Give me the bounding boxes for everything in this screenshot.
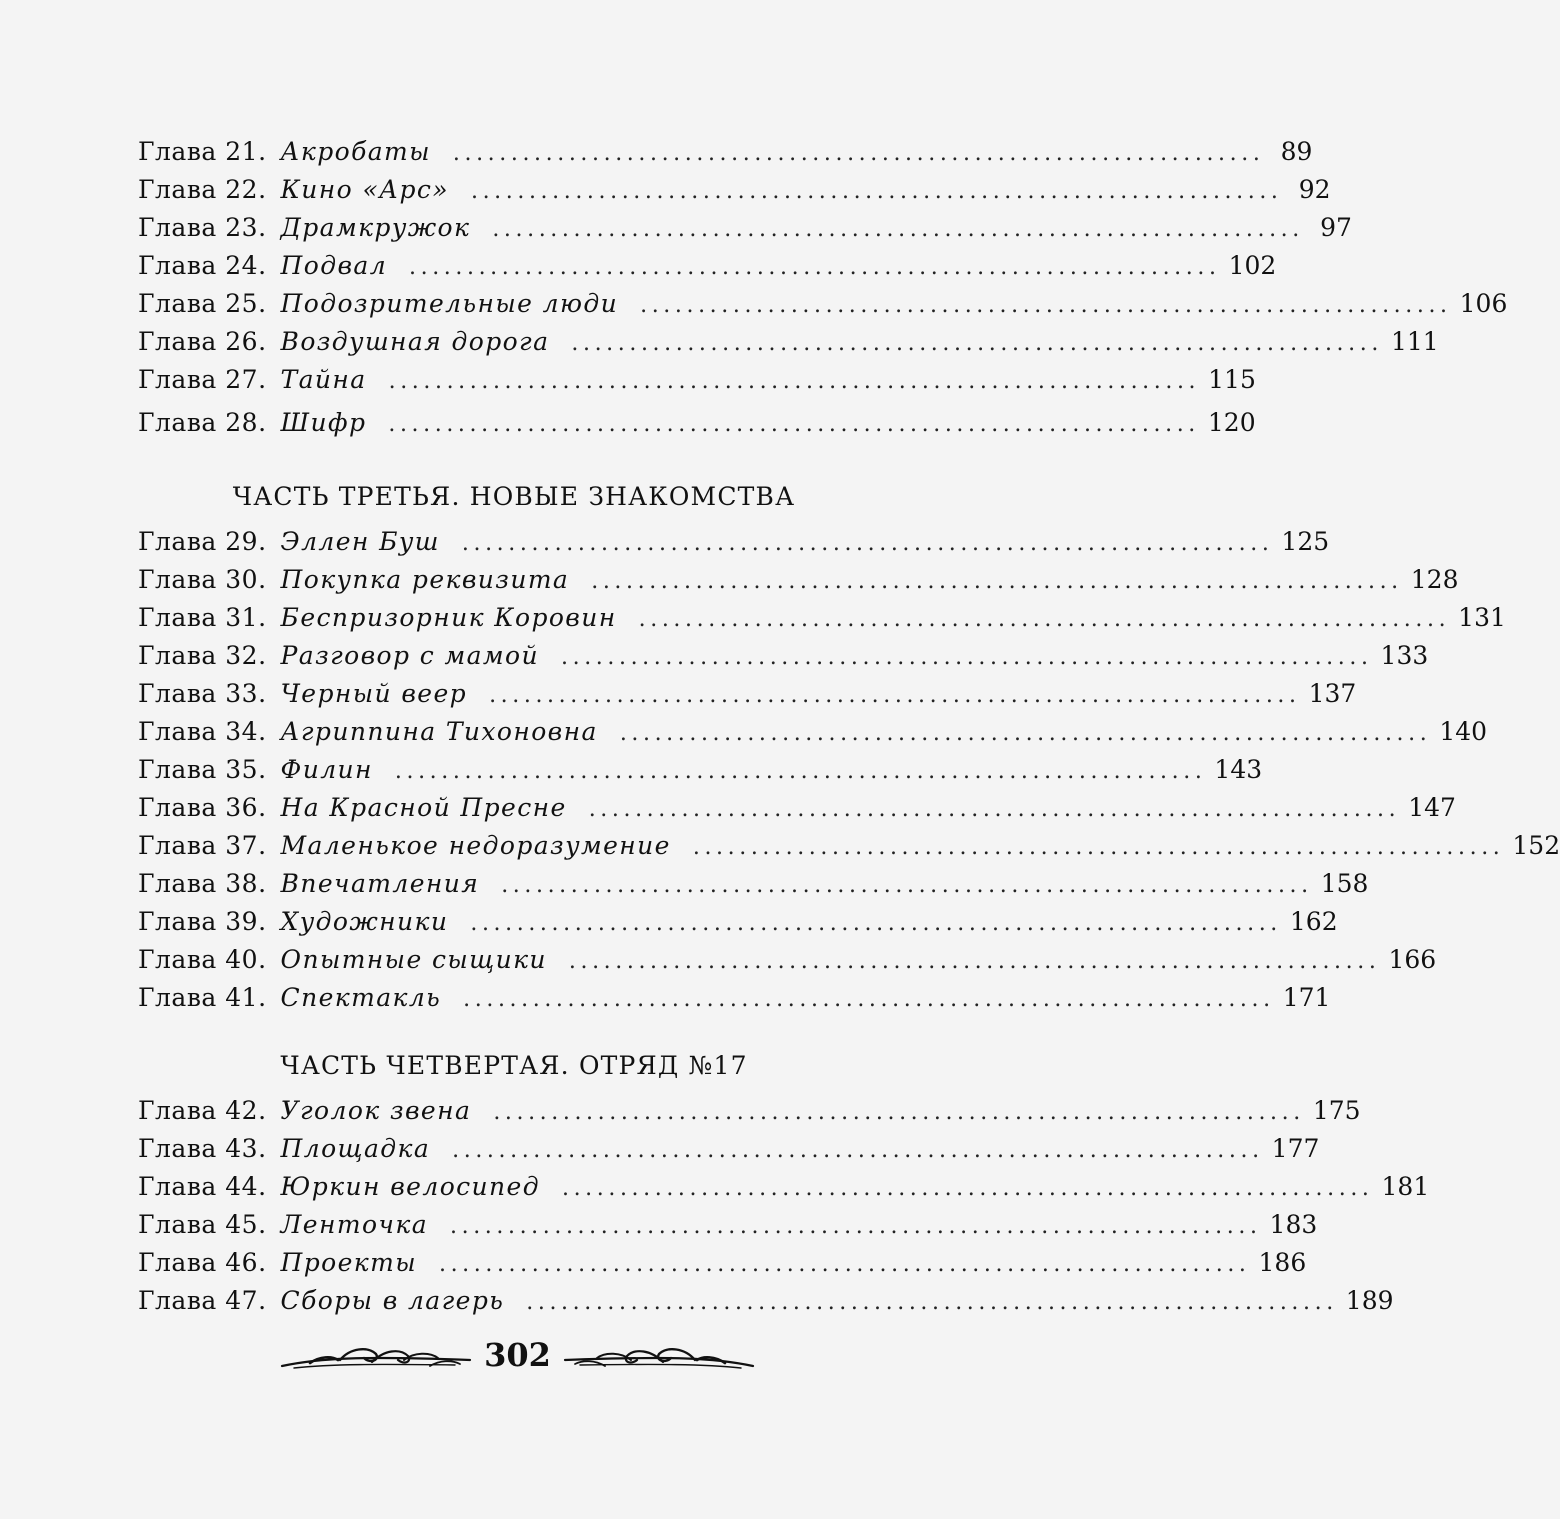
- chapter-number: Глава 46.: [138, 1248, 267, 1277]
- chapter-number: Глава 37.: [138, 831, 267, 860]
- toc-entry: [138, 323, 1439, 361]
- toc-entry: [138, 209, 1352, 247]
- page-ref: 177: [1271, 1134, 1320, 1163]
- toc-entry: [138, 941, 1437, 979]
- chapter-number: Глава 32.: [138, 641, 267, 670]
- chapter-number: Глава 33.: [138, 679, 267, 708]
- page-ref: 137: [1308, 679, 1357, 708]
- toc-entry: [138, 827, 1560, 865]
- toc-entry: [138, 1130, 1320, 1168]
- page-ref: 89: [1280, 137, 1313, 166]
- page-footer: [280, 1330, 755, 1386]
- chapter-number: Глава 40.: [138, 945, 267, 974]
- chapter-title: Площадка: [280, 1134, 431, 1163]
- toc-entry: [138, 789, 1456, 827]
- toc-entry: [138, 404, 1256, 442]
- page-ref: 102: [1228, 251, 1277, 280]
- toc-entry: [138, 903, 1338, 941]
- chapter-title: Спектакль: [280, 983, 442, 1012]
- page-ref: 158: [1320, 869, 1369, 898]
- chapter-title: Маленькое недоразумение: [280, 831, 671, 860]
- toc-entry: [138, 979, 1331, 1017]
- chapter-title: Опытные сыщики: [280, 945, 547, 974]
- page-ref: 186: [1258, 1248, 1307, 1277]
- chapter-number: Глава 38.: [138, 869, 267, 898]
- chapter-number: Глава 41.: [138, 983, 267, 1012]
- page-ref: 140: [1439, 717, 1488, 746]
- page-ref: 175: [1312, 1096, 1361, 1125]
- chapter-title: Художники: [280, 907, 449, 936]
- chapter-title: Эллен Буш: [280, 527, 440, 556]
- toc-entry: [138, 713, 1488, 751]
- chapter-title: Сборы в лагерь: [280, 1286, 505, 1315]
- leader-dots: ......................................................................: [591, 569, 1403, 594]
- chapter-number: Глава 22.: [138, 175, 267, 204]
- chapter-number: Глава 29.: [138, 527, 267, 556]
- page-ref: 171: [1282, 983, 1331, 1012]
- leader-dots: ......................................................................: [619, 721, 1432, 746]
- leader-dots: ......................................................................: [562, 1176, 1374, 1201]
- leader-dots: ......................................................................: [501, 873, 1313, 898]
- chapter-title: Драмкружок: [280, 213, 471, 242]
- leader-dots: ......................................................................: [409, 255, 1221, 280]
- chapter-title: Ленточка: [280, 1210, 429, 1239]
- chapter-title: Шифр: [280, 408, 367, 437]
- chapter-number: Глава 27.: [138, 365, 267, 394]
- chapter-number: Глава 21.: [138, 137, 267, 166]
- page-ref: 97: [1320, 213, 1352, 242]
- page-ref: 120: [1207, 408, 1256, 437]
- page-ref: 162: [1289, 907, 1338, 936]
- chapter-title: Кино «Арс»: [280, 175, 449, 204]
- page-ref: 152: [1512, 831, 1560, 860]
- leader-dots: ......................................................................: [461, 531, 1274, 556]
- toc-entry: [138, 599, 1506, 637]
- chapter-title: Покупка реквизита: [280, 565, 570, 594]
- toc-entry: [138, 1206, 1318, 1244]
- page-ref: 143: [1214, 755, 1263, 784]
- chapter-title: На Красной Пресне: [280, 793, 567, 822]
- page-ref: 147: [1408, 793, 1456, 822]
- chapter-number: Глава 43.: [138, 1134, 267, 1163]
- page-ref: 128: [1410, 565, 1459, 594]
- leader-dots: ......................................................................: [561, 645, 1373, 670]
- chapter-number: Глава 24.: [138, 251, 267, 280]
- chapter-title: Черный веер: [280, 679, 468, 708]
- chapter-number: Глава 26.: [138, 327, 267, 356]
- page-ref: 125: [1281, 527, 1330, 556]
- chapter-title: Юркин велосипед: [280, 1172, 540, 1201]
- page-ref: 92: [1298, 175, 1331, 204]
- chapter-title: Беспризорник Коровин: [280, 603, 617, 632]
- page-ref: 189: [1345, 1286, 1394, 1315]
- leader-dots: ......................................................................: [692, 835, 1505, 860]
- part-heading: ЧАСТЬ ТРЕТЬЯ. НОВЫЕ ЗНАКОМСТВА: [232, 482, 796, 511]
- chapter-title: Подозрительные люди: [280, 289, 619, 318]
- leader-dots: ......................................................................: [571, 331, 1383, 356]
- chapter-title: Тайна: [280, 365, 367, 394]
- toc-entry: [138, 285, 1508, 323]
- chapter-title: Акробаты: [280, 137, 431, 166]
- chapter-number: Глава 34.: [138, 717, 267, 746]
- chapter-number: Глава 36.: [138, 793, 267, 822]
- chapter-number: Глава 30.: [138, 565, 267, 594]
- chapter-title: Уголок звена: [280, 1096, 472, 1125]
- chapter-title: Разговор с мамой: [280, 641, 540, 670]
- chapter-title: Проекты: [280, 1248, 417, 1277]
- leader-dots: ......................................................................: [394, 759, 1207, 784]
- toc-entry: [138, 1282, 1394, 1320]
- leader-dots: ......................................................................: [450, 1214, 1262, 1239]
- leader-dots: ......................................................................: [463, 987, 1275, 1012]
- chapter-number: Глава 39.: [138, 907, 267, 936]
- chapter-number: Глава 44.: [138, 1172, 267, 1201]
- leader-dots: ......................................................................: [640, 293, 1452, 318]
- leader-dots: ......................................................................: [588, 797, 1401, 822]
- toc-entry: [138, 675, 1357, 713]
- toc-entry: [138, 751, 1263, 789]
- page-ref: 106: [1459, 289, 1508, 318]
- chapter-number: Глава 31.: [138, 603, 267, 632]
- chapter-number: Глава 35.: [138, 755, 267, 784]
- toc-entry: [138, 171, 1331, 209]
- page-ref: 181: [1381, 1172, 1430, 1201]
- chapter-title: Филин: [280, 755, 373, 784]
- page-ref: 131: [1458, 603, 1506, 632]
- chapter-number: Глава 47.: [138, 1286, 267, 1315]
- chapter-number: Глава 42.: [138, 1096, 267, 1125]
- toc-entry: [138, 361, 1256, 399]
- toc-entry: [138, 247, 1277, 285]
- toc-entry: [138, 1244, 1307, 1282]
- chapter-number: Глава 45.: [138, 1210, 267, 1239]
- leader-dots: ......................................................................: [470, 911, 1282, 936]
- leader-dots: ......................................................................: [452, 1138, 1264, 1163]
- toc-entry: [138, 865, 1369, 903]
- page-ref: 111: [1390, 327, 1439, 356]
- chapter-number: Глава 25.: [138, 289, 267, 318]
- leader-dots: ......................................................................: [493, 1100, 1305, 1125]
- page-ref: 133: [1380, 641, 1429, 670]
- leader-dots: ......................................................................: [489, 683, 1301, 708]
- page-ref: 166: [1388, 945, 1437, 974]
- chapter-title: Подвал: [280, 251, 388, 280]
- page-number: 302: [280, 1336, 755, 1374]
- leader-dots: ......................................................................: [388, 412, 1200, 437]
- toc-entry: [138, 1092, 1361, 1130]
- chapter-number: Глава 28.: [138, 408, 267, 437]
- toc-entry: [138, 523, 1330, 561]
- page-ref: 115: [1208, 365, 1256, 394]
- leader-dots: ......................................................................: [526, 1290, 1338, 1315]
- chapter-title: Впечатления: [280, 869, 480, 898]
- chapter-title: Агриппина Тихоновна: [280, 717, 598, 746]
- leader-dots: ......................................................................: [388, 369, 1201, 394]
- toc-entry: [138, 637, 1429, 675]
- leader-dots: ......................................................................: [568, 949, 1381, 974]
- part-heading: ЧАСТЬ ЧЕТВЕРТАЯ. ОТРЯД №17: [280, 1051, 748, 1080]
- leader-dots: ......................................................................: [452, 141, 1265, 166]
- leader-dots: ......................................................................: [492, 217, 1304, 242]
- toc-entry: [138, 133, 1313, 171]
- toc-entry: [138, 1168, 1430, 1206]
- chapter-title: Воздушная дорога: [280, 327, 550, 356]
- leader-dots: ......................................................................: [439, 1252, 1251, 1277]
- toc-entry: [138, 561, 1459, 599]
- page-ref: 183: [1269, 1210, 1318, 1239]
- chapter-number: Глава 23.: [138, 213, 267, 242]
- leader-dots: ......................................................................: [471, 179, 1283, 204]
- leader-dots: ......................................................................: [638, 607, 1451, 632]
